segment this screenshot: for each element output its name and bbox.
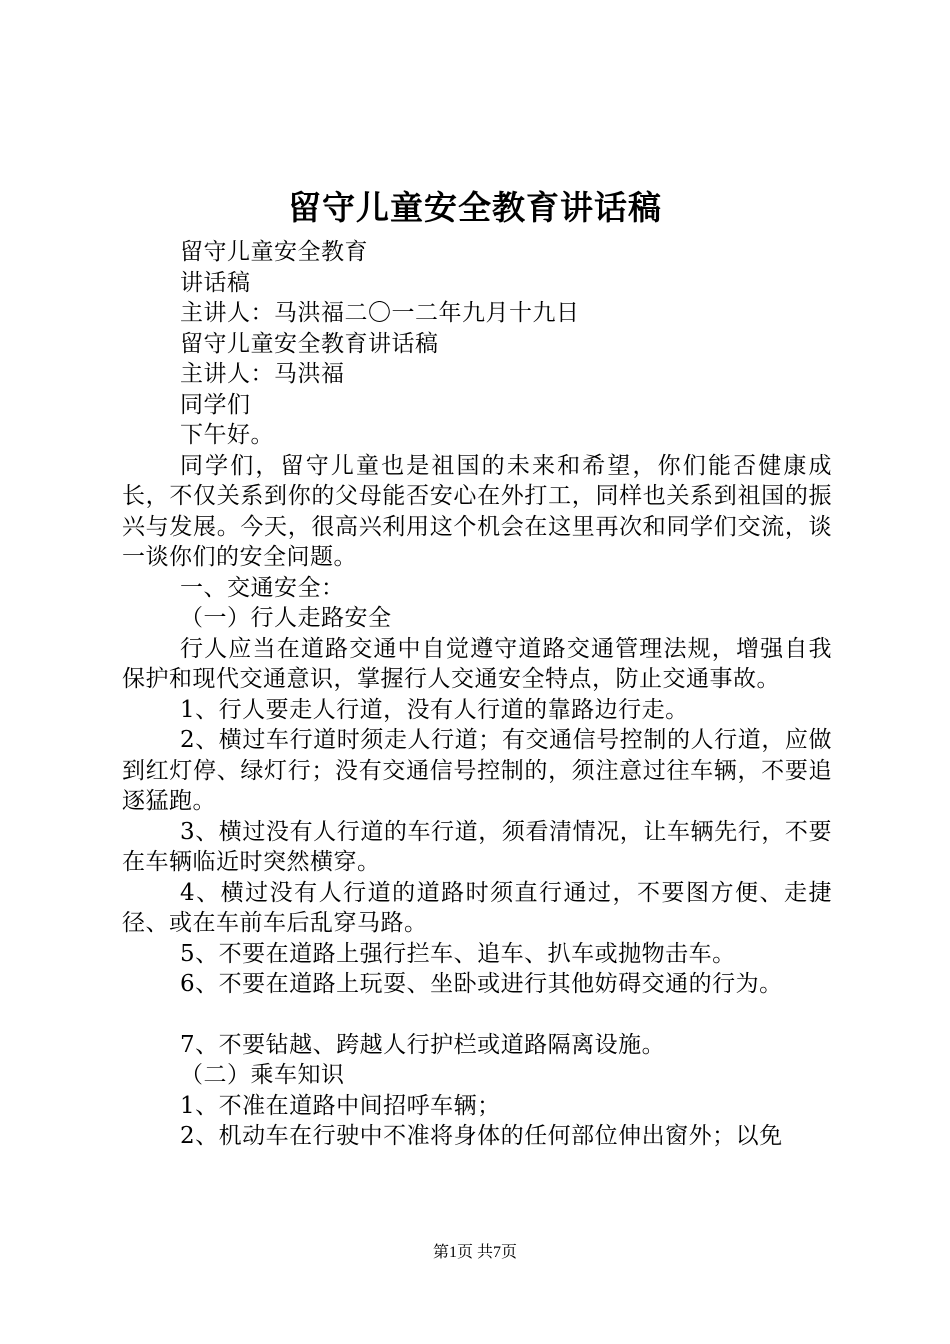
paragraph: 留守儿童安全教育: [180, 239, 368, 265]
paragraph: 讲话稿: [180, 269, 251, 296]
subsection-heading: （二）乘车知识: [180, 1062, 345, 1088]
paragraph: 同学们，留守儿童也是祖国的未来和希望，你们能否健康成长，不仅关系到你的父母能否安心在外打工，同样也关系到祖国的振兴与发展。今天，很高兴利用这个机会在这里再次和同学们交流，谈一谈你们的安全问题。: [122, 452, 832, 570]
section-heading: 一、交通安全：: [180, 574, 345, 601]
paragraph: 行人应当在道路交通中自觉遵守道路交通管理法规，增强自我保护和现代交通意识，掌握行人交通安全特点，防止交通事故。: [122, 635, 832, 692]
paragraph-spacer: [122, 1000, 832, 1030]
subsection-heading: （一）行人走路安全: [180, 605, 392, 631]
paragraph: 同学们: [180, 391, 251, 418]
list-item: 3、横过没有人行道的车行道，须看清情况，让车辆先行，不要在车辆临近时突然横穿。: [122, 818, 832, 875]
paragraph: 下午好。: [180, 422, 274, 448]
list-item: 2、机动车在行驶中不准将身体的任何部位伸出窗外；以免: [180, 1123, 783, 1149]
list-item: 6、不要在道路上玩耍、坐卧或进行其他妨碍交通的行为。: [180, 971, 783, 997]
list-item: 7、不要钻越、跨越人行护栏或道路隔离设施。: [180, 1031, 666, 1058]
list-item: 1、不准在道路中间招呼车辆；: [180, 1092, 501, 1119]
paragraph: 留守儿童安全教育讲话稿: [180, 330, 439, 357]
page-number-footer: 第1页 共7页: [432, 1244, 517, 1261]
list-item: 2、横过车行道时须走人行道；有交通信号控制的人行道，应做到红灯停、绿灯行；没有交通信号控制的，须注意过往车辆，不要追逐猛跑。: [122, 727, 832, 814]
document-title: 留守儿童安全教育讲话稿: [288, 188, 662, 227]
paragraph: 主讲人：马洪福: [180, 361, 345, 387]
list-item: 5、不要在道路上强行拦车、追车、扒车或抛物击车。: [180, 940, 736, 967]
list-item: 1、行人要走人行道，没有人行道的靠路边行走。: [180, 696, 689, 723]
document-body: [122, 237, 832, 1152]
paragraph: 主讲人：马洪福二〇一二年九月十九日: [180, 300, 580, 326]
list-item: 4、横过没有人行道的道路时须直行通过，不要图方便、走捷径、或在车前车后乱穿马路。: [122, 879, 832, 936]
